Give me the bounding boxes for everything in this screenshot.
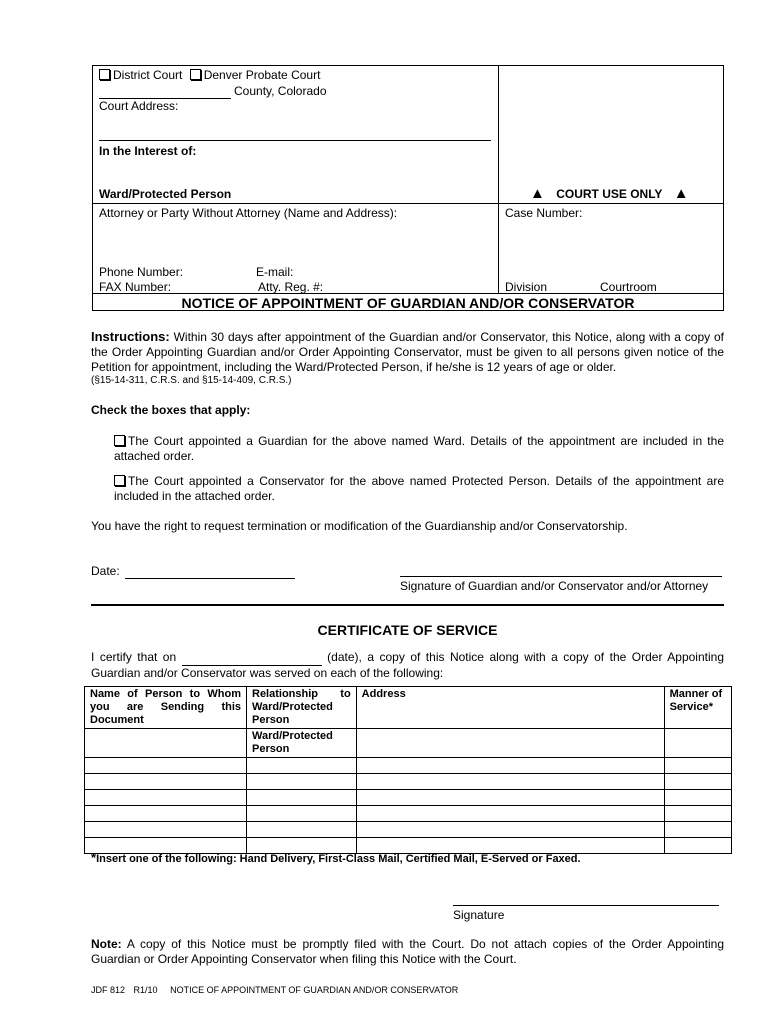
table-row bbox=[85, 758, 732, 774]
certify-date-line[interactable] bbox=[182, 650, 322, 666]
table-row bbox=[85, 790, 732, 806]
certify-text: (date), a copy of this Notice along with a copy of the Order Appointing Guardian and/or Conservator was served on each of the following: bbox=[91, 650, 724, 680]
date-row bbox=[91, 564, 295, 579]
table-cell[interactable] bbox=[664, 729, 731, 758]
form-title: NOTICE OF APPOINTMENT OF GUARDIAN AND/OR CONSERVATOR bbox=[181, 295, 635, 311]
footnote-text: Insert one of the following: Hand Delivery, First-Class Mail, Certified Mail, E-Served or Faxed. bbox=[96, 853, 581, 865]
table-cell[interactable] bbox=[356, 822, 664, 838]
guardian-signature-line[interactable] bbox=[400, 576, 722, 577]
table-cell[interactable] bbox=[247, 806, 357, 822]
probate-court-label: Denver Probate Court bbox=[203, 68, 321, 82]
table-cell-relationship: Ward/Protected Person bbox=[247, 729, 357, 758]
ward-label: Ward/Protected Person bbox=[99, 187, 232, 201]
certify-prefix: I certify that on bbox=[91, 650, 177, 664]
section-separator bbox=[91, 604, 724, 606]
table-cell[interactable] bbox=[664, 774, 731, 790]
instructions-heading: Instructions: bbox=[91, 329, 170, 344]
triangle-left-icon: ▲ bbox=[530, 185, 545, 202]
table-cell[interactable] bbox=[85, 758, 247, 774]
table-cell[interactable] bbox=[247, 822, 357, 838]
atty-reg-label: Atty. Reg. #: bbox=[258, 280, 324, 294]
footer-form-number: JDF 812 bbox=[91, 985, 126, 995]
certify-paragraph bbox=[91, 650, 724, 681]
fax-label: FAX Number: bbox=[99, 280, 172, 294]
col-header-manner: Manner of Service* bbox=[664, 687, 731, 729]
date-input-line[interactable] bbox=[125, 564, 295, 579]
triangle-right-icon: ▲ bbox=[673, 185, 689, 202]
table-row bbox=[85, 806, 732, 822]
table-row bbox=[85, 729, 732, 758]
district-court-checkbox[interactable] bbox=[99, 69, 110, 80]
footer bbox=[91, 985, 458, 995]
email-label: E-mail: bbox=[256, 265, 294, 279]
table-cell[interactable] bbox=[85, 822, 247, 838]
col-header-address: Address bbox=[356, 687, 664, 729]
col-header-name: Name of Person to Whom you are Sending this Document bbox=[85, 687, 247, 729]
courtroom-label: Courtroom bbox=[600, 280, 657, 294]
note-text: A copy of this Notice must be promptly filed with the Court. Do not attach copies of the Order Appointing Guardian or Order Appointing Conservator when filing this Notice with the Court. bbox=[91, 937, 725, 966]
caption-divider-vertical bbox=[498, 65, 499, 294]
court-use-only-row bbox=[530, 185, 689, 202]
rights-text: You have the right to request termination or modification of the Guardianship and/or Conservatorship. bbox=[91, 519, 628, 533]
footnote-star: * bbox=[91, 850, 97, 865]
interest-label: In the Interest of: bbox=[99, 144, 197, 158]
court-address-line[interactable] bbox=[99, 140, 491, 141]
table-row bbox=[85, 822, 732, 838]
certificate-title: CERTIFICATE OF SERVICE bbox=[317, 622, 498, 638]
option-conservator-text: The Court appointed a Conservator for the above named Protected Person. Details of the appointment are included in the attached order. bbox=[114, 474, 724, 503]
table-cell[interactable] bbox=[356, 758, 664, 774]
county-row bbox=[99, 84, 327, 99]
district-court-label: District Court bbox=[113, 68, 183, 82]
table-cell[interactable] bbox=[247, 758, 357, 774]
note-block bbox=[91, 937, 724, 967]
footer-revision: R1/10 bbox=[133, 985, 158, 995]
date-label: Date: bbox=[91, 564, 120, 578]
option-guardian-text: The Court appointed a Guardian for the above named Ward. Details of the appointment are included in the attached order. bbox=[114, 434, 724, 463]
table-cell[interactable] bbox=[356, 729, 664, 758]
service-signature-label: Signature bbox=[453, 908, 505, 922]
county-label: County, Colorado bbox=[234, 84, 327, 98]
phone-label: Phone Number: bbox=[99, 265, 184, 279]
table-cell[interactable] bbox=[85, 790, 247, 806]
county-input-line[interactable] bbox=[99, 84, 231, 99]
court-use-only-label: COURT USE ONLY bbox=[556, 187, 663, 201]
table-cell[interactable] bbox=[356, 790, 664, 806]
instructions-citation: (§15-14-311, C.R.S. and §15-14-409, C.R.S.) bbox=[91, 375, 292, 386]
case-number-label: Case Number: bbox=[505, 206, 583, 220]
table-cell[interactable] bbox=[85, 774, 247, 790]
footnote bbox=[91, 850, 581, 865]
probate-court-checkbox[interactable] bbox=[190, 69, 201, 80]
note-label: Note: bbox=[91, 937, 122, 951]
caption-divider-1 bbox=[92, 203, 724, 204]
table-header-row bbox=[85, 687, 732, 729]
table-row bbox=[85, 774, 732, 790]
check-heading: Check the boxes that apply: bbox=[91, 403, 251, 417]
table-cell[interactable] bbox=[356, 774, 664, 790]
table-cell[interactable] bbox=[664, 790, 731, 806]
court-type-row bbox=[99, 68, 320, 82]
attorney-label: Attorney or Party Without Attorney (Name and Address): bbox=[99, 206, 398, 220]
option-guardian-row bbox=[114, 434, 724, 464]
division-label: Division bbox=[505, 280, 548, 294]
table-cell[interactable] bbox=[664, 806, 731, 822]
guardian-signature-label: Signature of Guardian and/or Conservator and/or Attorney bbox=[400, 579, 709, 593]
table-cell[interactable] bbox=[85, 806, 247, 822]
table-cell[interactable] bbox=[356, 806, 664, 822]
table-cell[interactable] bbox=[664, 838, 731, 854]
instructions-text: Within 30 days after appointment of the Guardian and/or Conservator, this Notice, along with a copy of the Order Appointing Guardian and/or Order Appointing Conservator, must be given to all persons given notice of the Petition for appointment, including the Ward/Protected Person, if he/she is 12 years of age or older. bbox=[91, 330, 724, 374]
table-cell[interactable] bbox=[664, 822, 731, 838]
col-header-relationship: Relationship to Ward/Protected Person bbox=[247, 687, 357, 729]
table-cell[interactable] bbox=[664, 758, 731, 774]
conservator-checkbox[interactable] bbox=[114, 475, 125, 486]
table-cell[interactable] bbox=[247, 790, 357, 806]
instructions-block bbox=[91, 329, 724, 375]
table-cell[interactable] bbox=[247, 774, 357, 790]
service-signature-line[interactable] bbox=[453, 905, 719, 906]
option-conservator-row bbox=[114, 474, 724, 504]
table-cell[interactable] bbox=[85, 729, 247, 758]
footer-title: NOTICE OF APPOINTMENT OF GUARDIAN AND/OR CONSERVATOR bbox=[170, 985, 459, 995]
service-table bbox=[84, 686, 732, 854]
guardian-checkbox[interactable] bbox=[114, 435, 125, 446]
court-address-label: Court Address: bbox=[99, 99, 179, 113]
